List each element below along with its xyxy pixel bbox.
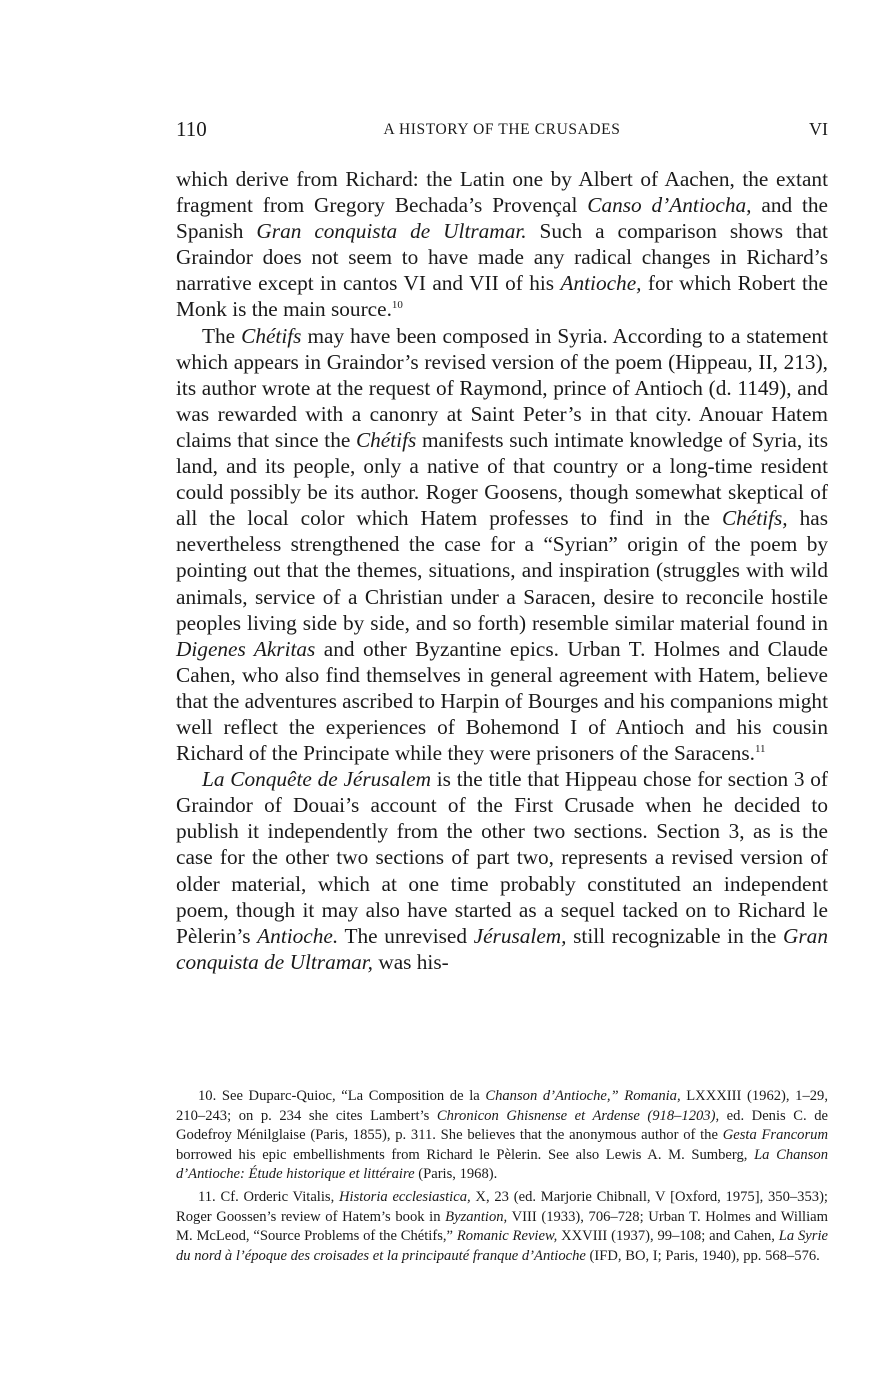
page-number: 110 bbox=[176, 117, 207, 141]
paragraph-1: which derive from Richard: the Latin one by Albert of Aachen, the extant fragment from Gregory Bechada’s Provençal Canso d’Antiocha, and the Spanish Gran conquista de Ultramar. Such a comparison shows that Graindor does not seem to have made any radical changes in Richard’s narrative except in cantos VI and VII of his Antioche, for which Robert the Monk is the main source.$^{10}$ bbox=[176, 167, 828, 322]
footnotes bbox=[176, 1087, 828, 1269]
footnote-10: 10. See Duparc-Quioc, “La Composition de la Chanson d’Antioche,” Romania, LXXXIII (1962), 1–29, 210–243; on p. 234 she cites Lambert’s Chronicon Ghisnense et Ardense (918–1203), ed. Denis C. de Godefroy Ménilglaise (Paris, 1855), p. 311. She believes that the anonymous author of the Gesta Francorum borrowed his epic embellishments from Richard le Pèlerin. See also Lewis A. M. Sumberg, La Chanson d’Antioche: Étude historique et littéraire (Paris, 1968). bbox=[176, 1088, 828, 1183]
footnote-11: 11. Cf. Orderic Vitalis, Historia ecclesiastica, X, 23 (ed. Marjorie Chibnall, V [Oxford, 1975], 350–353); Roger Goossen’s review of Hatem’s book in Byzantion, VIII (1933), 706–728; Urban T. Holmes and William M. McLeod, “Source Problems of the Chétifs,” Romanic Review, XXVIII (1937), 99–108; and Cahen, La Syrie du nord à l’époque des croisades et la principauté franque d’Antioche (IFD, BO, I; Paris, 1940), pp. 568–576. bbox=[176, 1188, 828, 1264]
paragraph-2: The Chétifs may have been composed in Syria. According to a statement which appears in Graindor’s revised version of the poem (Hippeau, II, 213), its author wrote at the request of Raymond, prince of Antioch (d. 1149), and was rewarded with a canonry at Saint Peter’s in that city. Anouar Hatem claims that since the Chétifs manifests such intimate knowledge of Syria, its land, and its people, only a native of that country or a long-time resident could possibly be its author. Roger Goosens, though somewhat skeptical of all the local color which Hatem professes to find in the Chétifs, has nevertheless strengthened the case for a “Syrian” origin of the poem by pointing out that the themes, situations, and inspiration (struggles with wild animals, service of a Christian under a Saracen, desire to reconcile hostile peoples living side by side, and so forth) resemble similar material found in Digenes Akritas and other Byzantine epics. Urban T. Holmes and Claude Cahen, who also find themselves in general agreement with Hatem, believe that the adventures ascribed to Harpin of Bourges and his companions might well reflect the experiences of Bohemond I of Antioch and his cousin Richard of the Principate while they were prisoners of the Saracens.$^{11}$ bbox=[176, 323, 829, 766]
chapter-numeral: VI bbox=[809, 119, 828, 139]
footnote-ref-11: 11 bbox=[754, 742, 766, 755]
page-header bbox=[176, 117, 828, 145]
footnote-ref-10: 10 bbox=[391, 299, 403, 312]
running-title: A HISTORY OF THE CRUSADES bbox=[383, 121, 621, 138]
main-text bbox=[176, 166, 828, 975]
paragraph-3: La Conquête de Jérusalem is the title that Hippeau chose for section 3 of Graindor of Douai’s account of the First Crusade when he decided to publish it independently from the other two sections. Section 3, as is the case for the other two sections of part two, represents a revised version of older material, which at one time probably constituted an independent poem, though it may also have started as a sequel tacked on to Richard le Pèlerin’s Antioche. The unrevised Jérusalem, still recognizable in the Gran conquista de Ultramar, was his- bbox=[176, 767, 829, 974]
